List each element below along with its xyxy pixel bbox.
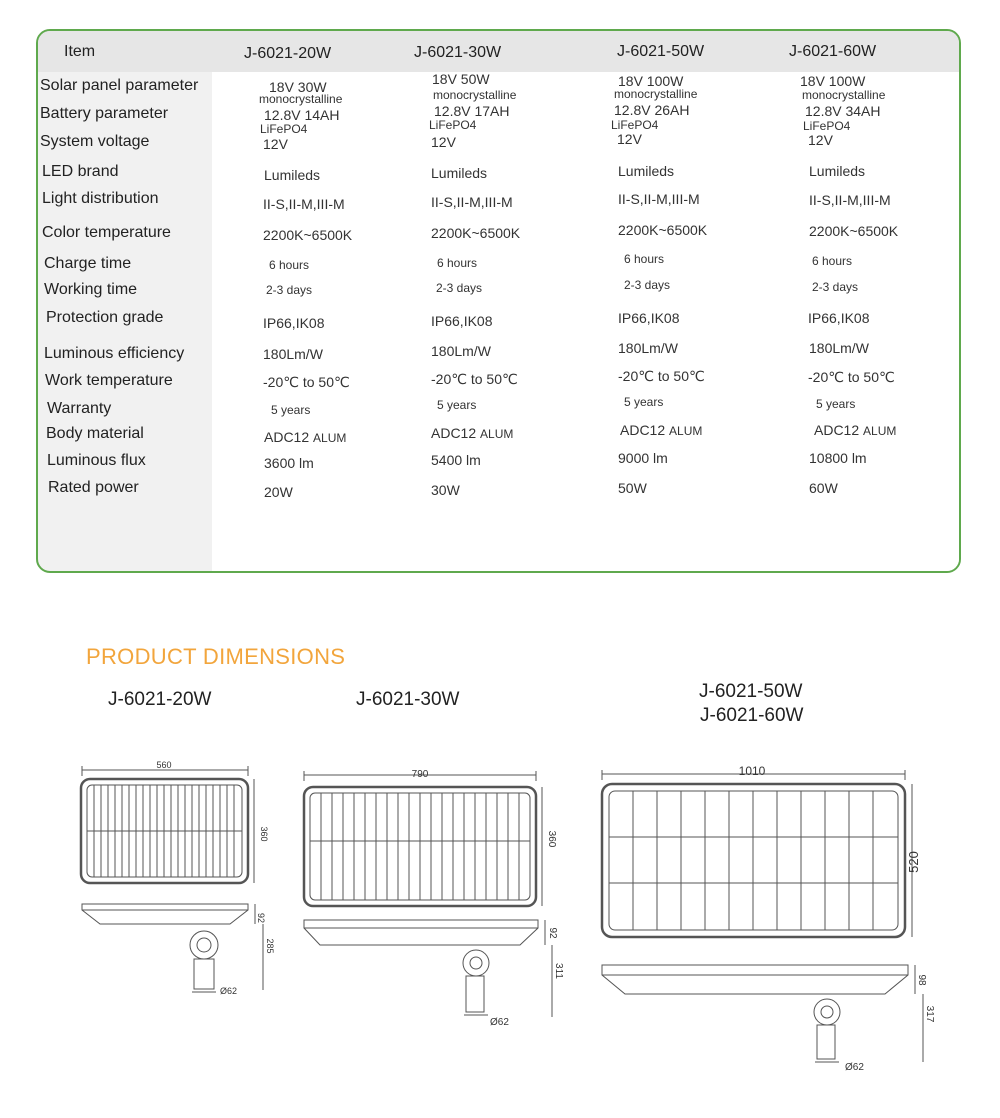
pole-joint — [814, 999, 840, 1025]
c1-charge: 6 hours — [269, 258, 310, 272]
c1-warranty: 5 years — [271, 403, 311, 417]
drawing-50w-60w — [590, 762, 950, 1077]
c2-battery: 12.8V 17AH — [434, 103, 510, 119]
c4-charge: 6 hours — [812, 254, 853, 268]
c1-battery: 12.8V 14AH — [264, 107, 340, 123]
label-light-distribution: Light distribution — [42, 190, 159, 207]
c3-power: 50W — [618, 480, 647, 496]
c2-charge: 6 hours — [437, 256, 478, 270]
model-2-title: J-6021-30W — [356, 689, 460, 710]
c1-distribution: II-S,II-M,III-M — [263, 196, 345, 212]
c3-battery-sub: LiFePO4 — [611, 118, 659, 132]
c2-warranty: 5 years — [437, 398, 477, 412]
c1-material-sub: ALUM — [313, 431, 347, 445]
c2-temperature: -20℃ to 50℃ — [431, 371, 518, 387]
pole-mount — [817, 1025, 835, 1059]
c2-solar: 18V 50W — [432, 71, 490, 87]
c1-color-temp: 2200K~6500K — [263, 227, 353, 243]
model-3-title-a: J-6021-50W — [699, 681, 803, 702]
c1-protection: IP66,IK08 — [263, 315, 325, 331]
label-solar-panel: Solar panel parameter — [40, 77, 199, 94]
c3-charge: 6 hours — [624, 252, 665, 266]
c1-material — [264, 429, 346, 445]
c4-temperature: -20℃ to 50℃ — [808, 369, 895, 385]
lamp-side-body — [304, 920, 538, 945]
c3-flux: 9000 lm — [618, 450, 668, 466]
side-height-label: 98 — [916, 974, 927, 986]
c1-battery-sub: LiFePO4 — [260, 122, 308, 136]
label-luminous-flux: Luminous flux — [47, 452, 146, 469]
c4-material-sub: ALUM — [863, 424, 897, 438]
c3-protection: IP66,IK08 — [618, 310, 680, 326]
c3-material — [620, 422, 702, 438]
c1-efficiency: 180Lm/W — [263, 346, 323, 362]
height-label: 360 — [259, 826, 269, 842]
pole-mount — [194, 959, 214, 989]
c3-led: Lumileds — [618, 163, 675, 179]
c3-color-temp: 2200K~6500K — [618, 222, 708, 238]
c3-temperature: -20℃ to 50℃ — [618, 368, 705, 384]
width-label: 560 — [156, 760, 172, 770]
c2-protection: IP66,IK08 — [431, 313, 493, 329]
header-model-2: J-6021-30W — [414, 44, 502, 61]
pole-height-label: 285 — [265, 938, 275, 954]
c4-efficiency: 180Lm/W — [809, 340, 869, 356]
c4-warranty: 5 years — [816, 397, 856, 411]
c4-material — [814, 422, 896, 438]
header-model-4: J-6021-60W — [789, 43, 877, 60]
c1-solar-sub: monocrystalline — [259, 92, 343, 106]
header-item: Item — [64, 43, 96, 60]
c4-color-temp: 2200K~6500K — [809, 223, 899, 239]
c2-battery-sub: LiFePO4 — [429, 118, 477, 132]
label-rated-power: Rated power — [48, 479, 139, 496]
c1-power: 20W — [264, 484, 293, 500]
c4-solar-sub: monocrystalline — [802, 88, 886, 102]
c3-efficiency: 180Lm/W — [618, 340, 678, 356]
c4-flux: 10800 lm — [809, 450, 867, 466]
pole-height-label: 317 — [924, 1005, 935, 1023]
label-led-brand: LED brand — [42, 163, 119, 180]
c2-efficiency: 180Lm/W — [431, 343, 491, 359]
c1-flux: 3600 lm — [264, 455, 314, 471]
c3-material-sub: ALUM — [669, 424, 703, 438]
c3-solar: 18V 100W — [618, 73, 684, 89]
c2-solar-sub: monocrystalline — [433, 88, 517, 102]
c3-material-main: ADC12 — [620, 422, 666, 438]
panel-cells — [633, 791, 873, 930]
c4-material-main: ADC12 — [814, 422, 860, 438]
c1-material-main: ADC12 — [264, 429, 310, 445]
c2-color-temp: 2200K~6500K — [431, 225, 521, 241]
c1-temperature: -20℃ to 50℃ — [263, 374, 350, 390]
c4-solar: 18V 100W — [800, 73, 866, 89]
c4-voltage: 12V — [808, 132, 833, 148]
pole-joint — [463, 950, 489, 976]
label-charge-time: Charge time — [44, 255, 132, 272]
c1-working: 2-3 days — [266, 283, 313, 297]
c2-flux: 5400 lm — [431, 452, 481, 468]
c2-distribution: II-S,II-M,III-M — [431, 194, 513, 210]
pole-height-label: 311 — [553, 963, 564, 979]
width-label: 1010 — [738, 764, 766, 778]
c4-working: 2-3 days — [812, 280, 859, 294]
drawing-20w — [60, 760, 280, 1000]
c1-voltage: 12V — [263, 136, 288, 152]
c2-led: Lumileds — [431, 165, 488, 181]
pole-mount — [466, 976, 484, 1012]
header-model-1: J-6021-20W — [244, 45, 332, 62]
c2-power: 30W — [431, 482, 460, 498]
pole-joint — [190, 931, 218, 959]
c3-distribution: II-S,II-M,III-M — [618, 191, 700, 207]
label-color-temperature: Color temperature — [42, 224, 171, 241]
panel-cells — [94, 785, 234, 877]
c2-working: 2-3 days — [436, 281, 483, 295]
label-system-voltage: System voltage — [40, 133, 150, 150]
c4-battery: 12.8V 34AH — [805, 103, 881, 119]
panel-cells — [321, 793, 519, 900]
label-working-time: Working time — [44, 281, 138, 298]
label-luminous-efficiency: Luminous efficiency — [44, 345, 185, 362]
c3-voltage: 12V — [617, 131, 642, 147]
side-height-label: 92 — [256, 912, 266, 924]
c2-material-sub: ALUM — [480, 427, 514, 441]
height-label: 520 — [906, 851, 921, 873]
spec-table — [36, 29, 961, 573]
c3-solar-sub: monocrystalline — [614, 87, 698, 101]
drawing-30w — [290, 765, 570, 1035]
label-warranty: Warranty — [47, 400, 112, 417]
section-title: PRODUCT DIMENSIONS — [86, 644, 346, 669]
c1-led: Lumileds — [264, 167, 321, 183]
c2-material-main: ADC12 — [431, 425, 477, 441]
c4-distribution: II-S,II-M,III-M — [809, 192, 891, 208]
label-body-material: Body material — [46, 425, 144, 442]
c4-battery-sub: LiFePO4 — [803, 119, 851, 133]
pole-diameter-label: Ø62 — [220, 986, 238, 996]
lamp-side-body — [602, 965, 908, 994]
pole-diameter-label: Ø62 — [845, 1062, 864, 1073]
c3-working: 2-3 days — [624, 278, 671, 292]
label-work-temperature: Work temperature — [45, 372, 173, 389]
header-model-3: J-6021-50W — [617, 43, 705, 60]
model-3-title-b: J-6021-60W — [700, 705, 804, 726]
c4-protection: IP66,IK08 — [808, 310, 870, 326]
c2-material — [431, 425, 513, 441]
c3-warranty: 5 years — [624, 395, 664, 409]
width-label: 790 — [411, 769, 429, 780]
label-battery: Battery parameter — [40, 105, 169, 122]
label-protection-grade: Protection grade — [46, 309, 164, 326]
c1-solar: 18V 30W — [269, 79, 327, 95]
c3-battery: 12.8V 26AH — [614, 102, 690, 118]
height-label: 360 — [546, 830, 557, 848]
lamp-side-body — [82, 904, 248, 924]
c4-led: Lumileds — [809, 163, 866, 179]
side-height-label: 92 — [547, 927, 558, 939]
c4-power: 60W — [809, 480, 838, 496]
pole-diameter-label: Ø62 — [490, 1017, 509, 1028]
model-1-title: J-6021-20W — [108, 689, 212, 710]
c2-voltage: 12V — [431, 134, 456, 150]
